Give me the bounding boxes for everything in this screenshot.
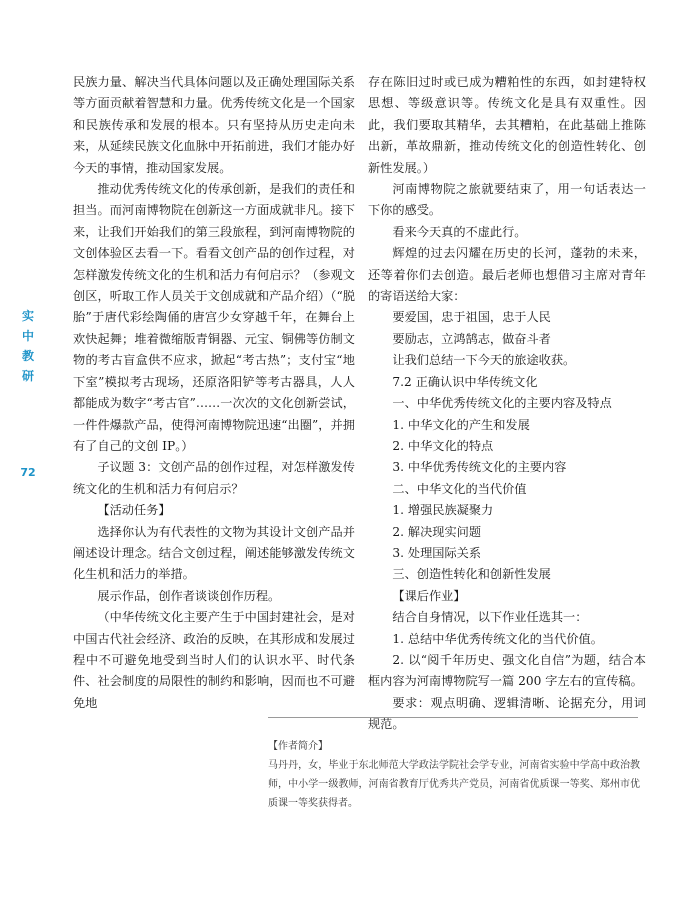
paragraph: 子议题 3：文创产品的创作过程，对怎样激发传统文化的生机和活力有何启示？	[73, 460, 355, 496]
page-number: 72	[20, 466, 36, 479]
paragraph: （中华传统文化主要产生于中国封建社会，是对中国古代社会经济、政治的反映，在其形成和发展过程中不可避免地受到当时人们的认识水平、时代条件、社会制度的局限性的制约和影响，因而也不可避免地	[73, 610, 355, 710]
outline-heading: 7.2 正确认识中华传统文化	[392, 374, 538, 389]
paragraph: 推动优秀传统文化的传承创新，是我们的责任和担当。而河南博物院在创新这一方面成就非凡。接下来，让我们开始我们的第三段旅程，到河南博物院的文创体验区去看一下。看看文创产品的创作过程，对怎样激发传统文化的生机和活力有何启示？（参观文创区，听取工作人员关于文创成就和产品介绍）（“脱胎”于唐代彩绘陶俑的唐宫少女穿越千年，在舞台上欢快起舞；堆着微缩版青铜器、元宝、铜佛等仿制文物的考古盲盒供不应求，掀起“考古热”；支付宝“地下室”模拟考古现场，还原洛阳铲等考古器具，人人都能成为数字“考古官”……一次次的文化创新尝试，一件件爆款产品，使得河南博物院迅速“出圈”，并拥有了自己的文创 IP。）	[73, 182, 355, 453]
sidebar-char: 中	[21, 329, 34, 343]
homework-item: 2. 以“阅千年历史、强文化自信”为题，结合本框内容为河南博物院写一篇 200 字左右的宣传稿。	[368, 652, 646, 689]
outline-item: 2. 中华文化的特点	[392, 438, 494, 453]
paragraph: 让我们总结一下今天的旅途收获。	[392, 353, 576, 368]
author-bio-text: 马丹丹，女，毕业于东北师范大学政法学院社会学专业，河南省实验中学高中政治教师，中小学一级教师，河南省教育厅优秀共产党员，河南省优质课一等奖、郑州市优质课一等奖获得者。	[268, 760, 640, 809]
section-heading: 【活动任务】	[97, 503, 171, 518]
paragraph: 民族力量、解决当代具体问题以及正确处理国际关系等方面贡献着智慧和力量。优秀传统文化是一个国家和民族传承和发展的根本。只有坚持从历史走向未来，从延续民族文化血脉中开拓前进，我们才能办好今天的事情，推动国家发展。	[73, 75, 355, 175]
paragraph: 要求：观点明确、逻辑清晰、论据充分，用词规范。	[368, 695, 646, 732]
paragraph: 存在陈旧过时或已成为糟粕性的东西，如封建特权思想、等级意识等。传统文化是具有双重性。因此，我们要取其精华，去其糟粕，在此基础上推陈出新，革故鼎新，推动传统文化的创造性转化、创新性发展。）	[368, 75, 646, 175]
outline-item: 1. 中华文化的产生和发展	[392, 417, 530, 432]
paragraph: 展示作品，创作者谈谈创作历程。	[97, 588, 281, 603]
quote-line: 要励志，立鸿鹄志，做奋斗者	[392, 331, 551, 346]
outline-item: 3. 中华优秀传统文化的主要内容	[392, 460, 567, 475]
right-column	[368, 72, 646, 736]
paragraph: 辉煌的过去闪耀在历史的长河，蓬勃的未来，还等着你们去创造。最后老师也想借习主席对青年的寄语送给大家：	[368, 246, 646, 304]
homework-item: 1. 总结中华优秀传统文化的当代价值。	[392, 631, 603, 646]
sidebar-char: 实	[21, 309, 34, 323]
section-heading: 【课后作业】	[392, 588, 466, 603]
paragraph: 选择你认为有代表性的文物为其设计文创产品并阐述设计理念。结合文创过程，阐述能够激发传统文化生机和活力的举措。	[73, 524, 355, 582]
sidebar-char: 教	[21, 349, 34, 363]
sidebar-journal-label	[18, 306, 38, 386]
outline-item: 三、创造性转化和创新性发展	[392, 567, 551, 582]
quote-line: 要爱国，忠于祖国，忠于人民	[392, 310, 551, 325]
author-bio	[268, 737, 640, 813]
paragraph: 结合自身情况，以下作业任选其一：	[392, 610, 588, 625]
left-column	[73, 72, 355, 714]
outline-item: 一、中华优秀传统文化的主要内容及特点	[392, 396, 612, 411]
outline-item: 1. 增强民族凝聚力	[392, 503, 494, 518]
paragraph: 看来今天真的不虚此行。	[392, 224, 527, 239]
outline-item: 3. 处理国际关系	[392, 545, 482, 560]
outline-item: 二、中华文化的当代价值	[392, 481, 527, 496]
paragraph: 河南博物院之旅就要结束了，用一句话表达一下你的感受。	[368, 182, 646, 218]
sidebar-char: 研	[21, 369, 34, 383]
author-bio-heading: 【作者简介】	[268, 741, 328, 752]
outline-item: 2. 解决现实问题	[392, 524, 482, 539]
divider	[268, 717, 638, 718]
